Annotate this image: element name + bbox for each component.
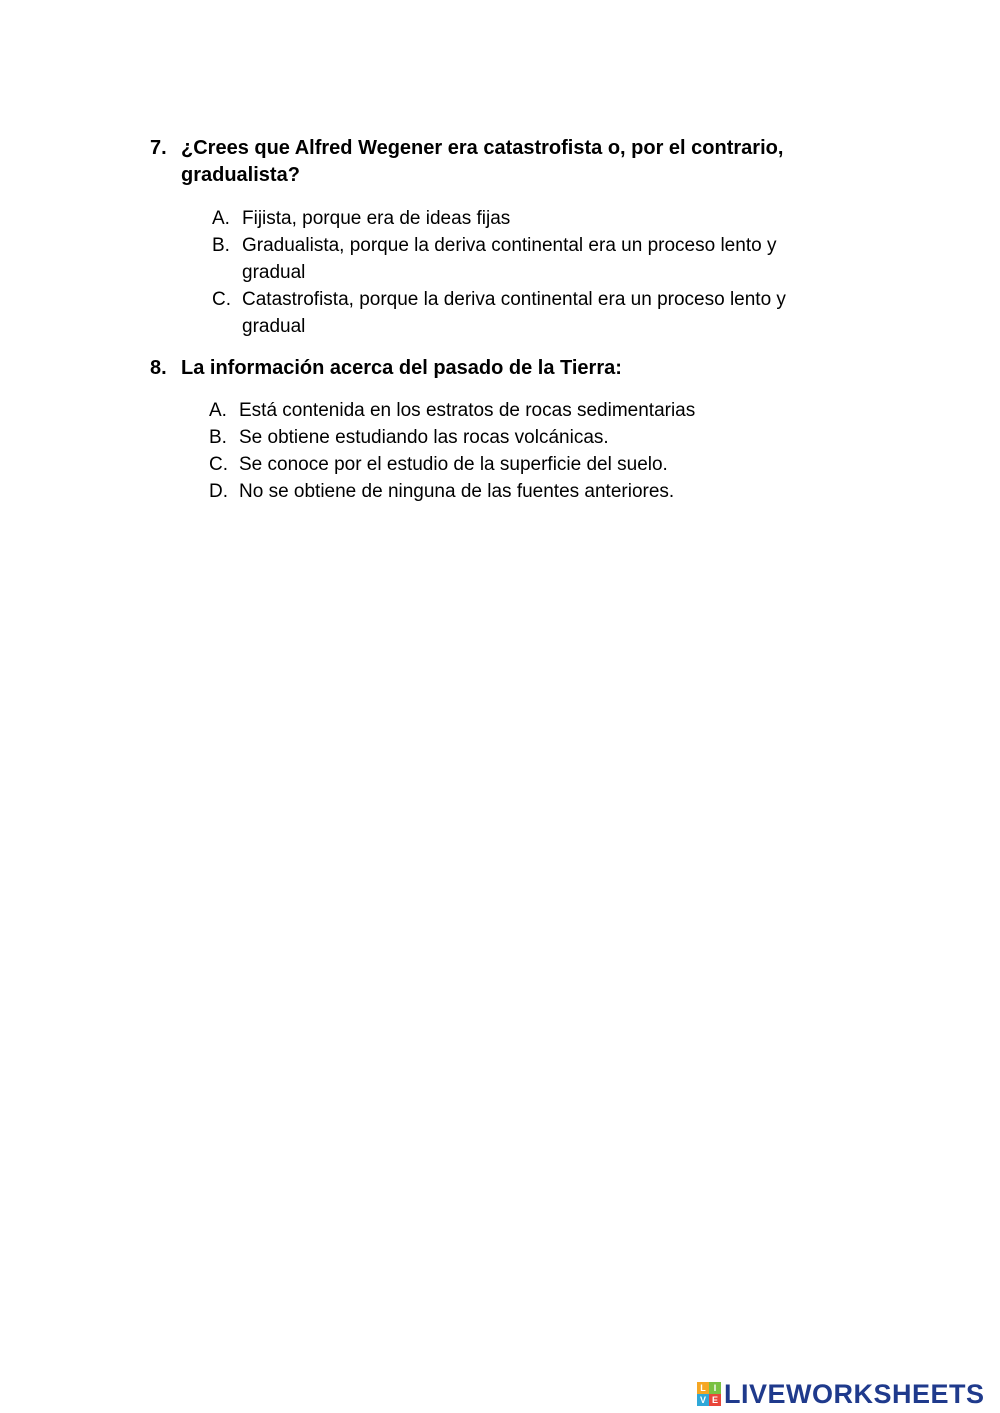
brand-name: LIVEWORKSHEETS (724, 1379, 985, 1409)
liveworksheets-logo[interactable] (697, 1380, 985, 1408)
option-a[interactable] (209, 397, 849, 424)
question-text: ¿Crees que Alfred Wegener era catastrofista o, por el contrario, gradualista? (181, 137, 784, 186)
question-7 (150, 135, 840, 189)
option-letter: B. (209, 427, 227, 448)
logo-cell-l: L (697, 1382, 709, 1394)
question-8 (150, 355, 840, 382)
liveworksheets-logo-icon (697, 1382, 721, 1406)
option-b[interactable] (209, 424, 849, 451)
question-7-options (212, 205, 852, 340)
option-text: Se conoce por el estudio de la superficie del suelo. (239, 454, 668, 475)
option-text: Está contenida en los estratos de rocas sedimentarias (239, 400, 696, 421)
question-number: 7. (150, 137, 167, 159)
logo-cell-i: I (709, 1382, 721, 1394)
option-text: Se obtiene estudiando las rocas volcánicas. (239, 427, 609, 448)
option-text: No se obtiene de ninguna de las fuentes anteriores. (239, 481, 675, 502)
question-text: La información acerca del pasado de la Tierra: (181, 357, 622, 379)
option-text: Fijista, porque era de ideas fijas (242, 208, 511, 229)
question-8-options (209, 397, 849, 505)
option-letter: A. (209, 400, 227, 421)
option-letter: C. (212, 289, 231, 310)
option-c[interactable] (212, 286, 852, 340)
option-d[interactable] (209, 478, 849, 505)
option-letter: D. (209, 481, 228, 502)
option-a[interactable] (212, 205, 852, 232)
option-text: Gradualista, porque la deriva continental era un proceso lento y gradual (242, 235, 777, 283)
question-number: 8. (150, 357, 167, 379)
option-text: Catastrofista, porque la deriva continental era un proceso lento y gradual (242, 289, 786, 337)
option-letter: C. (209, 454, 228, 475)
option-b[interactable] (212, 232, 852, 286)
option-letter: B. (212, 235, 230, 256)
option-c[interactable] (209, 451, 849, 478)
option-letter: A. (212, 208, 230, 229)
logo-cell-v: V (697, 1394, 709, 1406)
logo-cell-e: E (709, 1394, 721, 1406)
